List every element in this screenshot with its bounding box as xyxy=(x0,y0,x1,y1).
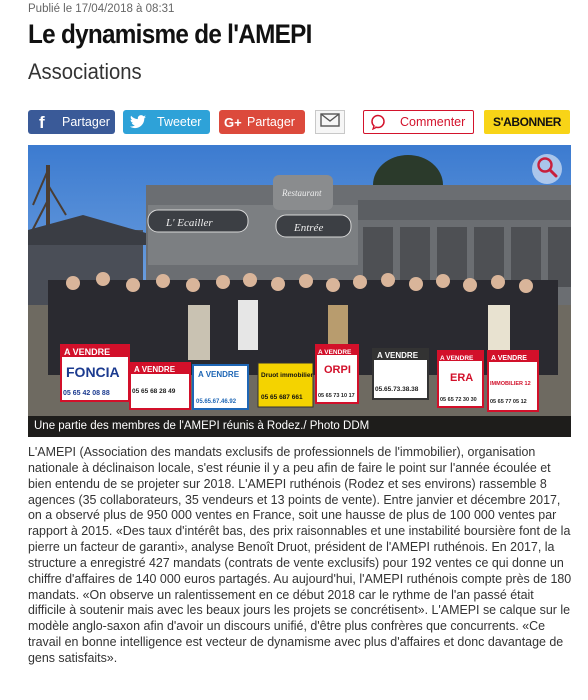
publish-date: Publié le 17/04/2018 à 08:31 xyxy=(28,3,175,15)
svg-text:f: f xyxy=(39,114,45,130)
comment-bubble-icon xyxy=(370,114,386,130)
sign-7-title: A VENDRE xyxy=(440,355,474,362)
article-photo[interactable] xyxy=(28,145,571,437)
googleplus-icon xyxy=(223,111,245,133)
sign-1-phone: 05 65 42 08 88 xyxy=(63,390,110,397)
sign-5-phone: 05 65 73 10 17 xyxy=(318,393,355,399)
photo-zoom-button[interactable] xyxy=(532,154,562,184)
comment-button[interactable] xyxy=(363,110,474,134)
facebook-icon xyxy=(32,111,54,133)
sign-1-title: A VENDRE xyxy=(64,347,111,357)
googleplus-share-button[interactable] xyxy=(219,110,305,134)
zoom-icon xyxy=(536,156,558,183)
mail-icon xyxy=(320,113,340,132)
sign-6-title: A VENDRE xyxy=(377,351,419,360)
sign-8-phone: 05 65 77 05 12 xyxy=(490,399,527,405)
sign-2-title: A VENDRE xyxy=(134,365,176,374)
sign-8-title: A VENDRE xyxy=(491,355,527,362)
restaurant-sign: Restaurant xyxy=(282,188,322,198)
comment-label: Commenter xyxy=(400,115,466,129)
sign-5-title: A VENDRE xyxy=(318,349,352,356)
sign-3-title: A VENDRE xyxy=(198,370,240,379)
sign-5-brand: ORPI xyxy=(324,364,351,376)
twitter-share-label: Tweeter xyxy=(157,115,202,129)
photo-caption: Une partie des membres de l'AMEPI réunis à Rodez./ Photo DDM xyxy=(28,416,571,437)
sign-1-brand: FONCIA xyxy=(66,364,120,380)
facebook-share-button[interactable] xyxy=(28,110,115,134)
email-share-button[interactable] xyxy=(315,110,345,134)
sign-4-phone: 05 65 687 661 xyxy=(261,394,303,401)
article-body: L'AMEPI (Association des mandats exclusifs de professionnels de l'immobilier), organisation nationale à déclinaison locale, s'est réunie il y a peu afin de faire le point sur l'année écoulée et bien entendu de se projeter sur 2018. L'AMEPI ruthénois (Rodez et ses environs) rassemble 8 agences (35 collaborateurs, 35 vendeurs et 13 points de vente). Entre janvier et décembre 2017, on a observé plus de 950 000 ventes en France, soit une hausse de plus de 100 000 ventes par rapport à 2015. «Des taux d'intérêt bas, des prix raisonnables et une instabilité boursière font de la pierre un facteur de garanti», analyse Benoît Druot, président de l'AMEPI ruthénois. En 2017, la structure a enregistré 427 mandats (contrats de vente exclusifs) pour 192 ventes ce qui donne un chiffre d'affaires de 140 000 euros partagés. Au aujourd'hui, l'AMEPI ruthénois compte près de 180 mandats. «On observe un ralentissement en ce début 2018 car le rythme de l'an passé était difficile à soutenir mais avec les beaux jours les projets se concrétisent». L'AMEPI se calque sur le modèle anglo-saxon afin d'avoir un discours unifié, d'être plus confrères que concurrents. «Ce travail en bonne intelligence est vecteur de dynamisme avec plus d'affaires et donc davantage de gens satisfaits». xyxy=(28,445,572,665)
sign-7-phone: 05 65 72 30 30 xyxy=(440,397,477,403)
twitter-share-button[interactable] xyxy=(123,110,210,134)
article-rubric[interactable]: Associations xyxy=(28,59,142,84)
sign-8-brand: IMMOBILIER 12 xyxy=(490,381,531,387)
twitter-icon xyxy=(127,111,149,133)
subscribe-button[interactable]: S'ABONNER xyxy=(484,110,570,134)
facebook-share-label: Partager xyxy=(62,115,110,129)
googleplus-share-label: Partager xyxy=(247,115,295,129)
svg-text:G+: G+ xyxy=(224,115,242,129)
entree-sign: Entrée xyxy=(294,222,324,234)
sign-2-phone: 05 65 68 28 49 xyxy=(132,388,176,395)
sign-4-brand: Druot immobilier xyxy=(261,372,314,379)
ecailler-sign: L' Ecailler xyxy=(166,217,213,229)
article-title: Le dynamisme de l'AMEPI xyxy=(28,19,312,49)
sign-3-phone: 05.65.67.46.92 xyxy=(196,399,237,405)
sign-6-phone: 05.65.73.38.38 xyxy=(375,386,419,393)
sign-7-brand: ERA xyxy=(450,372,474,384)
